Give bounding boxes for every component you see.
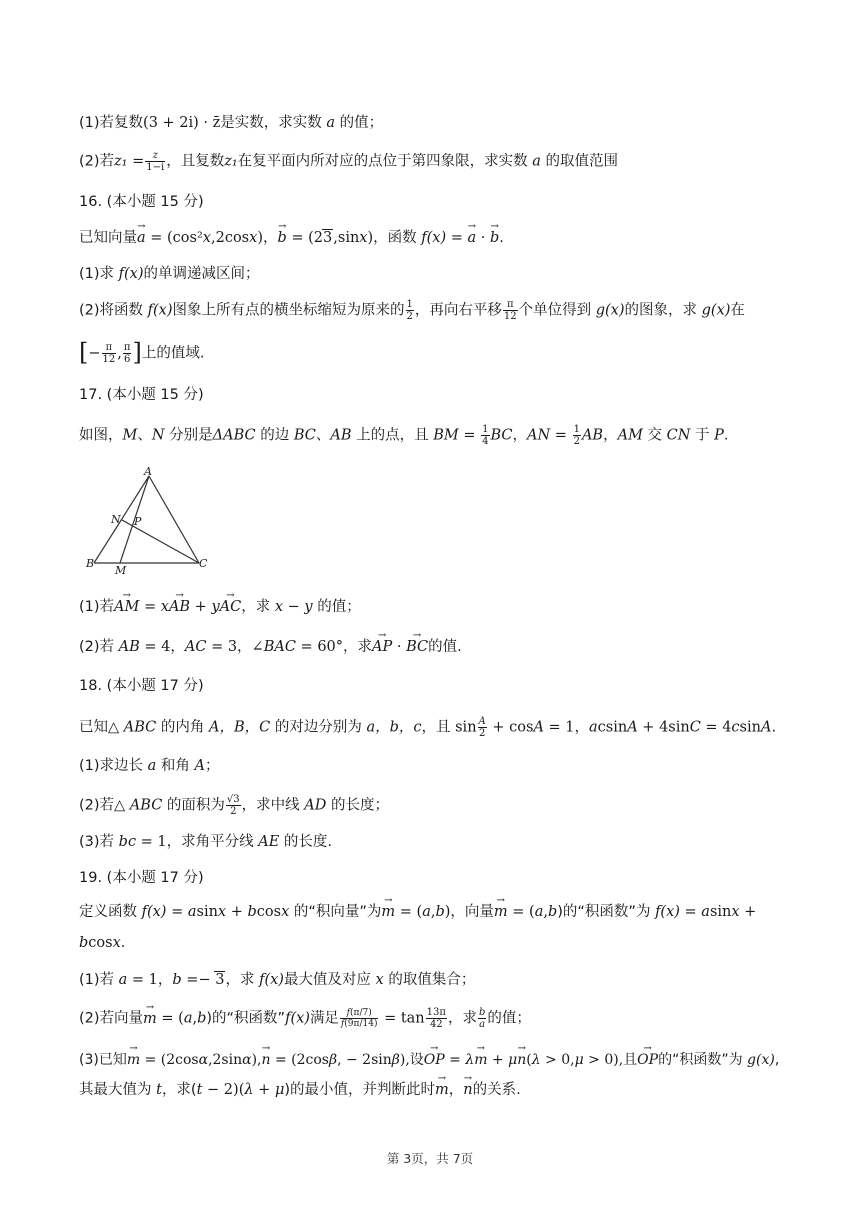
page-footer: 第 3页，共 7页 <box>386 1151 474 1166</box>
q16-heading: 16. (本小题 15 分) <box>79 194 204 210</box>
label-c: C <box>199 557 208 570</box>
label-p: P <box>134 515 142 528</box>
q17-stem: 如图，M、N 分别是ΔABC 的边 BC、AB 上的点，且 BM = $\frac{1}{4}$ BC，AN = $\frac{1}{2}$ AB，AM 交 CN 于 P. <box>79 424 729 447</box>
q19-stem-line1: 定义函数 f(x) = asinx + bcosx 的“积向量”为→ m = (a,b)，向量→ m = (a,b)的“积函数”为 f(x) = asinx + <box>79 902 800 922</box>
q17-heading: 17. (本小题 15 分) <box>79 387 204 403</box>
q16-part1: (1)求 f(x)的单调递减区间； <box>79 266 260 282</box>
q18-heading: 18. (本小题 17 分) <box>79 678 204 694</box>
q19-part1: (1)若 a = 1，b =− 3，求 f(x)最大值及对应 x 的取值集合； <box>79 972 476 988</box>
triangle-figure <box>86 466 208 578</box>
q16-part2: (2)将函数 f(x)图象上所有点的横坐标缩短为原来的 $\frac{1}{2}$ ，再向右平移 $\frac{\pi}{12}$ 个单位得到 g(x)的图象，求 g(x)在 <box>79 299 745 322</box>
q19-part2: (2)若向量→ m = (a,b)的“积函数”f(x)满足 $\frac{f(\pi/7)}{f(9\pi/14)}$ = tan $\frac{13\pi}{42}$ ，求 $\frac{b}{a}$ 的值； <box>79 1007 800 1030</box>
q19-stem-line2: bcosx. <box>79 935 126 951</box>
q16-part2-interval: [− $\frac{\pi}{12}$ , $\frac{\pi}{6}$ ]上的值域. <box>79 338 205 367</box>
side-ac <box>149 476 199 563</box>
q19-heading: 19. (本小题 17 分) <box>79 870 204 886</box>
q19-part3-continued: 其最大值为 t，求(t − 2)(λ + μ)的最小值，并判断此时→ m，→ n的关系. <box>79 1080 800 1100</box>
label-b: B <box>86 557 95 570</box>
label-m: M <box>115 564 127 577</box>
q18-part2: (2)若△ ABC 的面积为 $\frac{√3}{2}$ ，求中线 AD 的长度； <box>79 794 389 817</box>
q18-part3: (3)若 bc = 1，求角平分线 AE 的长度. <box>79 834 333 850</box>
fraction: $\frac{z}{1-i}$ <box>146 150 165 173</box>
q17-part2: (2)若 AB = 4，AC = 3，∠BAC = 60°，求→ AP · → BC的值. <box>79 637 800 657</box>
q19-part3: (3)已知→ m = (2cosα,2sinα),→ n = (2cosβ, − 2sinβ),设→ OP = λ→ m + μ→ n(λ > 0,μ > 0),且→ OP的“积函数”为 g(x), <box>79 1050 800 1070</box>
q18-part1: (1)求边长 a 和角 A； <box>79 758 220 774</box>
q17-part1: (1)若→ AM = x→ AB + y→ AC，求 x − y 的值； <box>79 597 800 617</box>
q15-part1: (1)若复数(3 + 2i) · z̄是实数，求实数 a 的值； <box>79 115 384 131</box>
label-n: N <box>111 513 121 526</box>
q15-part2: (2)若z₁ = $\frac{z}{1-i}$ ，且复数z₁在复平面内所对应的点位于第四象限，求实数 a 的取值范围 <box>79 150 619 173</box>
q16-stem: 已知向量→ a = (cos²x,2cosx)，→ b = (23,sinx)，函数 f(x) = → a · → b. <box>79 228 800 248</box>
label-a: A <box>144 466 152 478</box>
q18-stem: 已知△ ABC 的内角 A，B，C 的对边分别为 a，b，c，且 sin $\frac{A}{2}$ + cosA = 1，acsinA + 4sinC = 4csinA. <box>79 716 777 739</box>
